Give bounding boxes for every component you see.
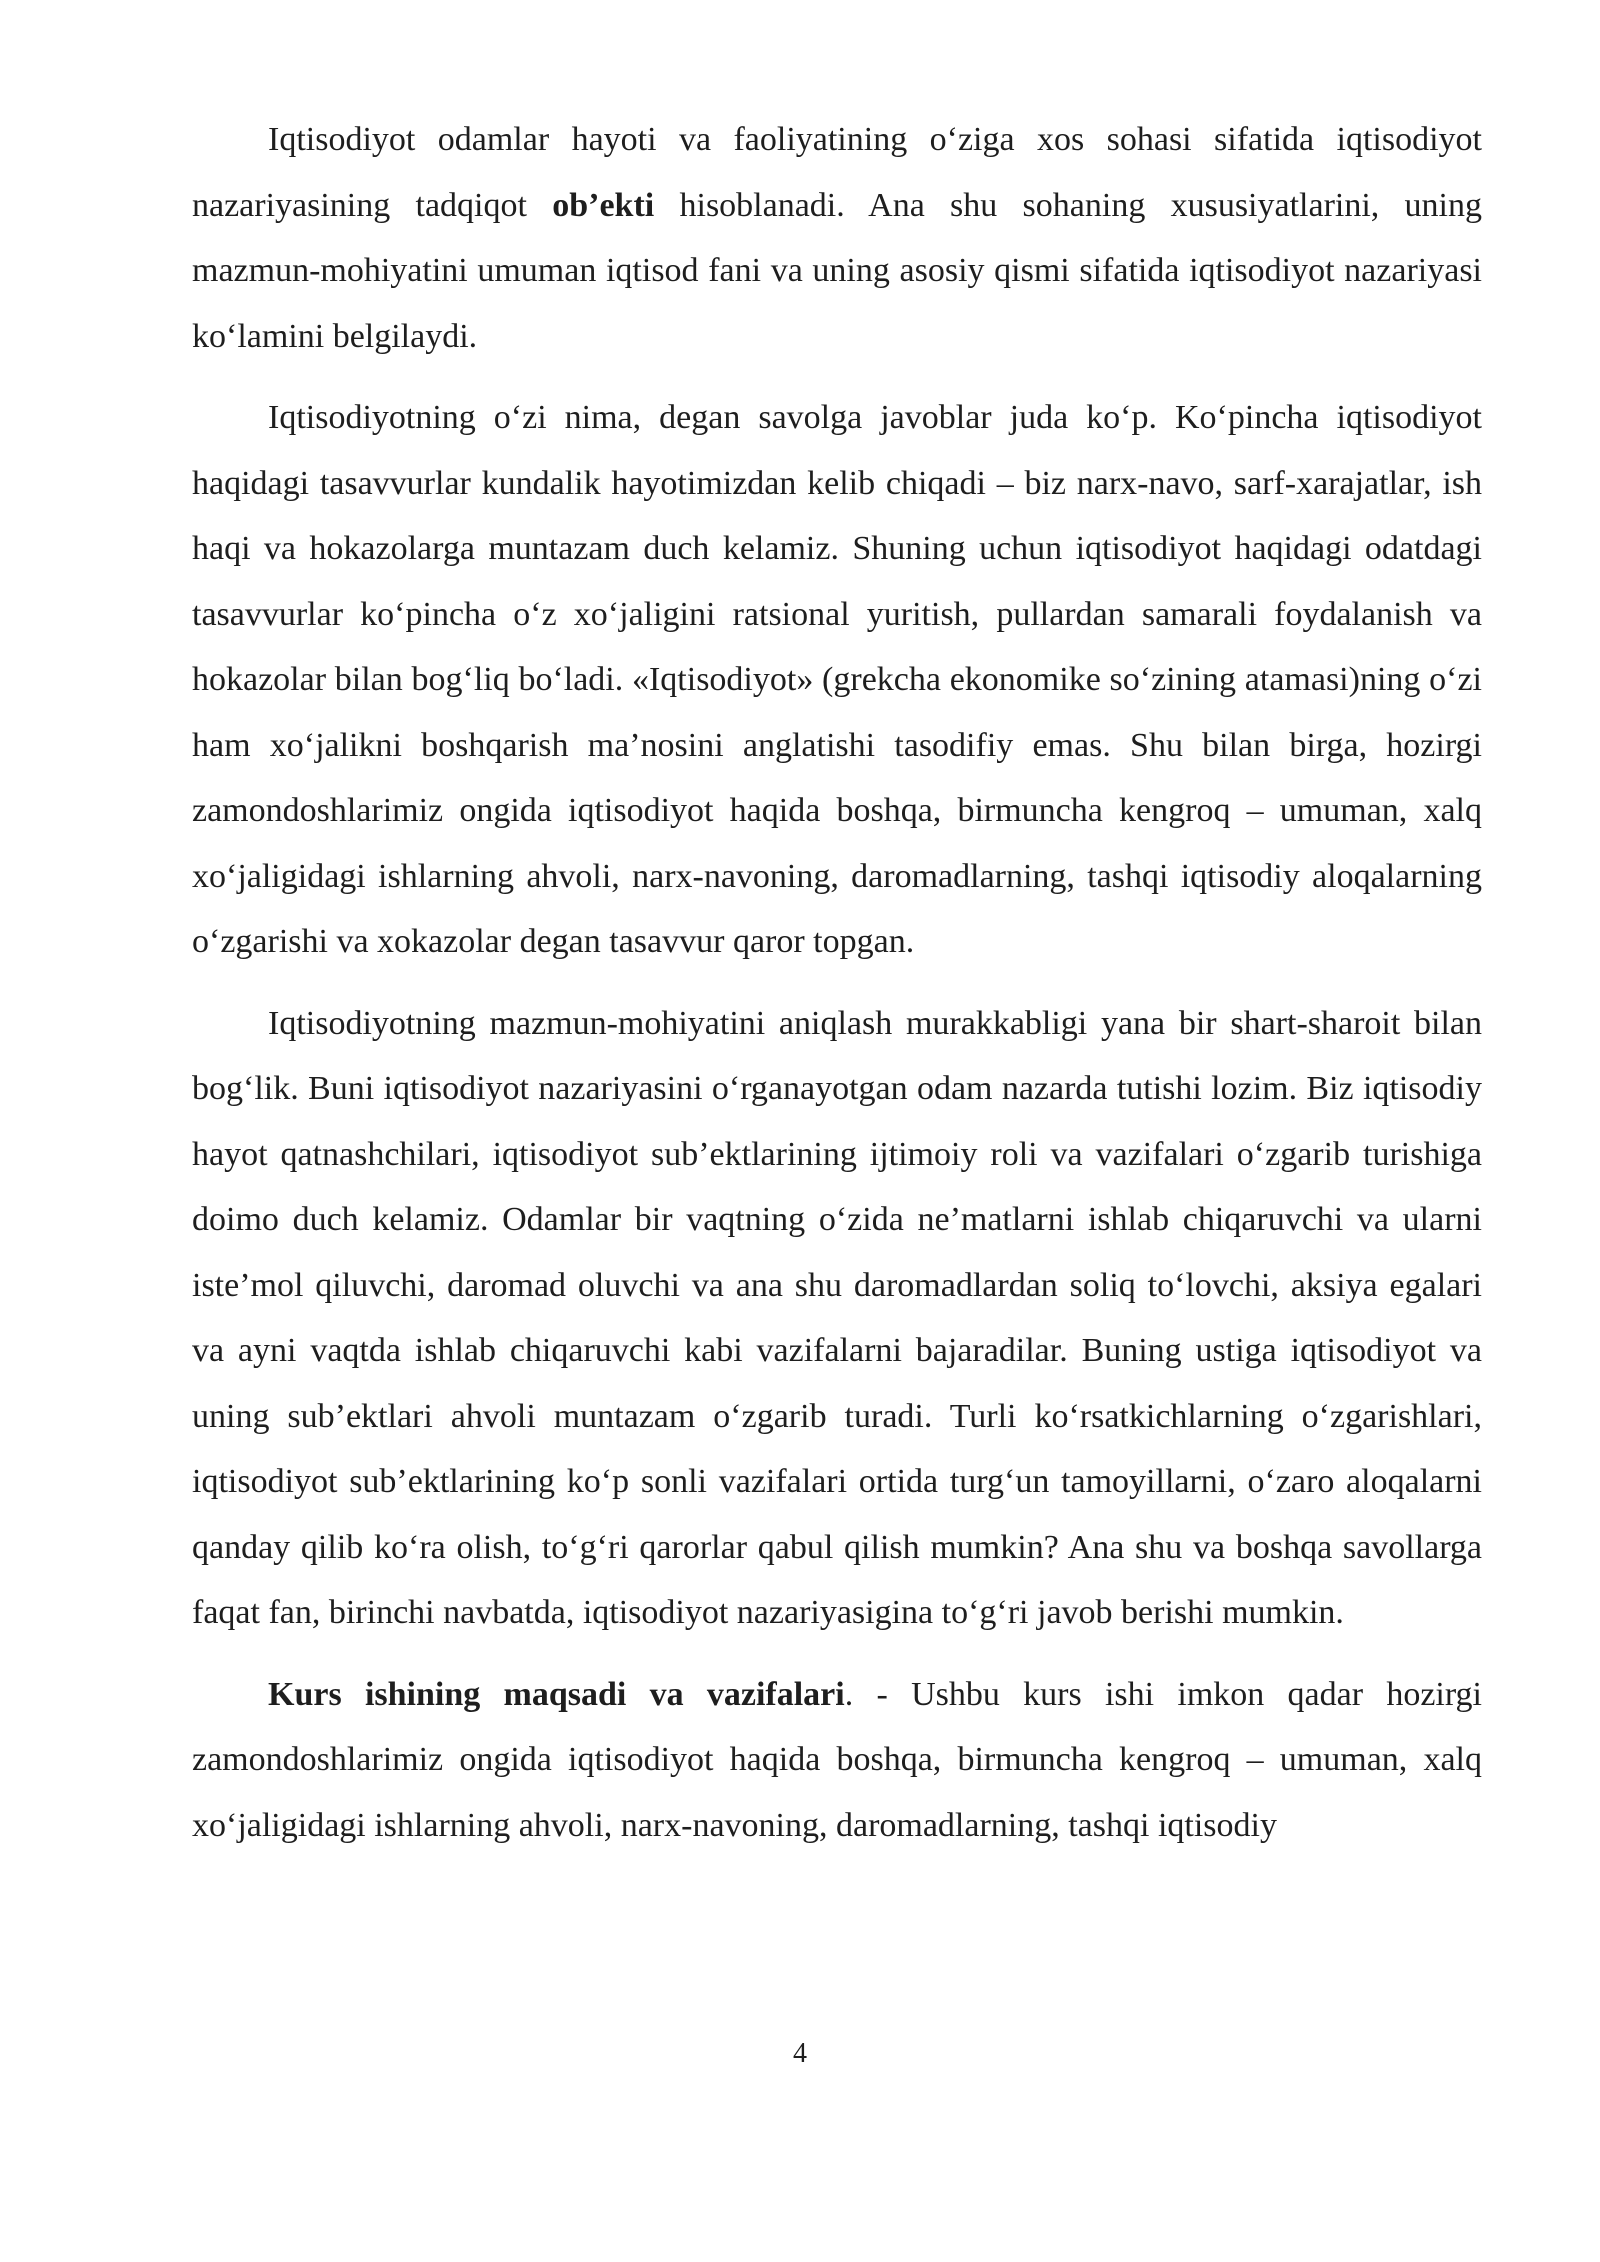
paragraph-1-text-start: Iqtisodiyot odamlar hayoti va faoliyatining o‘ziga xos sohasi sifatida iqtisodiyot nazariyasining tadqiqot bbox=[192, 121, 1482, 224]
bold-term-object: ob’ekti bbox=[552, 186, 655, 224]
paragraph-4-text: . - Ushbu kurs ishi imkon qadar hozirgi zamondoshlarimiz ongida iqtisodiyot haqida boshqa, birmuncha kengroq – umuman, xalq xo‘jaligidagi ishlarning ahvoli, narx-navoning, daromadlarning, tashqi iqtisodiy bbox=[192, 1675, 1483, 1844]
course-goals-heading: Kurs ishining maqsadi va vazifalari bbox=[268, 1675, 845, 1713]
paragraph-complexity: Iqtisodiyotning mazmun-mohiyatini aniqlash murakkabligi yana bir shart-sharoit bilan bog‘lik. Buni iqtisodiyot nazariyasini o‘rganayotgan odam nazarda tutishi lozim. Biz iqtisodiy hayot qatnashchilari, iqtisodiyot sub’ektlarining ijtimoiy roli va vazifalari o‘zgarib turishiga doimo duch kelamiz. Odamlar bir vaqtning o‘zida ne’matlarni ishlab chiqaruvchi va ularni iste’mol qiluvchi, daromad oluvchi va ana shu daromadlardan soliq to‘lovchi, aksiya egalari va ayni vaqtda ishlab chiqaruvchi kabi vazifalarni bajaradilar. Buning ustiga iqtisodiyot va uning sub’ektlari ahvoli muntazam o‘zgarib turadi. Turli ko‘rsatkichlarning o‘zgarishlari, iqtisodiyot sub’ektlarining ko‘p sonli vazifalari ortida turg‘un tamoyillarni, o‘zaro aloqalarni qanday qilib ko‘ra olish, to‘g‘ri qarorlar qabul qilish mumkin? Ana shu va boshqa savollarga faqat fan, birinchi navbatda, iqtisodiyot nazariyasigina to‘g‘ri javob berishi mumkin. bbox=[192, 1004, 1482, 1631]
paragraph-object-of-study bbox=[192, 107, 1482, 369]
page-number: 4 bbox=[793, 2038, 807, 2069]
paragraph-1-text-end: hisoblanadi. Ana shu sohaning xususiyatlarini, uning mazmun-mohiyatini umuman iqtisod fani va uning asosiy qismi sifatida iqtisodiyot nazariyasi ko‘lamini belgilaydi. bbox=[192, 186, 1483, 355]
paragraph-what-is-economy: Iqtisodiyotning o‘zi nima, degan savolga javoblar juda ko‘p. Ko‘pincha iqtisodiyot haqidagi tasavvurlar kundalik hayotimizdan kelib chiqadi – biz narx-navo, sarf-xarajatlar, ish haqi va hokazolarga muntazam duch kelamiz. Shuning uchun iqtisodiyot haqidagi odatdagi tasavvurlar ko‘pincha o‘z xo‘jaligini ratsional yuritish, pullardan samarali foydalanish va hokazolar bilan bog‘liq bo‘ladi. «Iqtisodiyot» (grekcha ekonomike so‘zining atamasi)ning o‘zi ham xo‘jalikni boshqarish ma’nosini anglatishi tasodifiy emas. Shu bilan birga, hozirgi zamondoshlarimiz ongida iqtisodiyot haqida boshqa, birmuncha kengroq – umuman, xalq xo‘jaligidagi ishlarning ahvoli, narx-navoning, daromadlarning, tashqi iqtisodiy aloqalarning o‘zgarishi va xokazolar degan tasavvur qaror topgan. bbox=[192, 399, 1482, 960]
paragraph-course-goals bbox=[192, 1662, 1482, 1859]
document-body bbox=[192, 107, 1482, 1858]
